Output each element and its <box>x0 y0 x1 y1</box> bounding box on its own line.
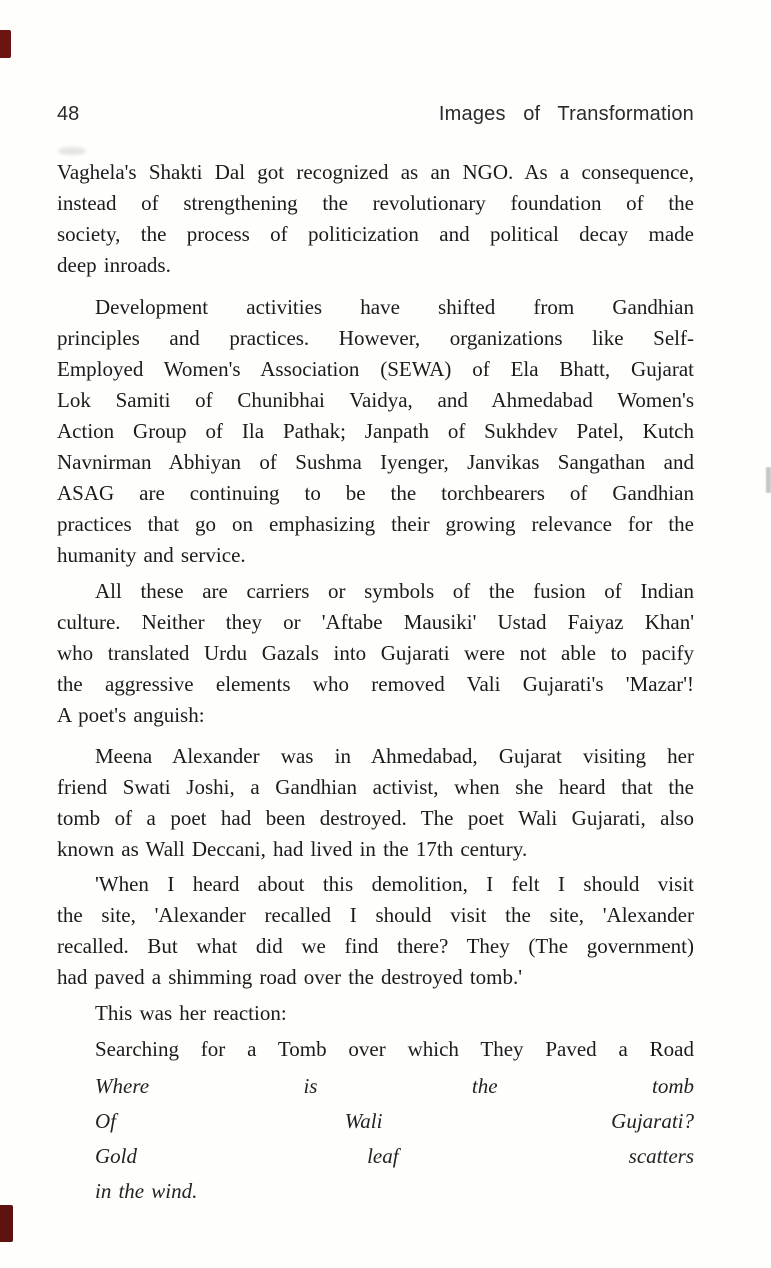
text-line: had paved a shimming road over the destroyed tomb.' <box>57 965 523 989</box>
poem-line: Gold leaf scatters <box>95 1144 694 1168</box>
text-line: Vaghela's Shakti Dal got recognized as an NGO. As a consequence, <box>57 160 694 184</box>
poem-stanza <box>57 1069 694 1209</box>
page-header <box>57 103 694 126</box>
poem-line: Where is the tomb <box>95 1074 694 1098</box>
text-line: A poet's anguish: <box>57 703 205 727</box>
paragraph-demolition-quote <box>57 869 694 993</box>
text-line: practices that go on emphasizing their growing relevance for the <box>57 512 694 536</box>
text-line: Development activities have shifted from Gandhian <box>95 295 694 319</box>
text-line: Lok Samiti of Chunibhai Vaidya, and Ahmedabad Women's <box>57 388 694 412</box>
paragraph-meena-alexander <box>57 741 694 865</box>
text-line: Navnirman Abhiyan of Sushma Iyenger, Janvikas Sangathan and <box>57 450 694 474</box>
text-line: deep inroads. <box>57 253 171 277</box>
text-line: This was her reaction: <box>95 1001 287 1025</box>
poem-line: in the wind. <box>95 1179 198 1203</box>
body-text <box>57 157 694 1209</box>
page-number: 48 <box>57 103 80 125</box>
text-line: tomb of a poet had been destroyed. The poet Wali Gujarati, also <box>57 806 694 830</box>
scan-mark-bottom-left <box>0 1205 13 1242</box>
text-line: Searching for a Tomb over which They Paved a Road <box>95 1037 694 1061</box>
poem-line: Of Wali Gujarati? <box>95 1109 694 1133</box>
running-title: Images of Transformation <box>438 103 694 125</box>
text-line: Meena Alexander was in Ahmedabad, Gujarat visiting her <box>95 744 694 768</box>
poem-title <box>57 1032 694 1067</box>
text-line: culture. Neither they or 'Aftabe Mausiki' Ustad Faiyaz Khan' <box>57 610 694 634</box>
line-reaction-intro <box>57 996 694 1031</box>
scan-mark-top-left <box>0 30 11 58</box>
scan-smudge <box>58 147 86 155</box>
paragraph-fusion-of-indian-culture <box>57 576 694 731</box>
text-line: principles and practices. However, organizations like Self- <box>57 326 694 350</box>
text-line: the aggressive elements who removed Vali Gujarati's 'Mazar'! <box>57 672 694 696</box>
scan-mark-right-edge <box>766 467 771 493</box>
paragraph-gandhian-organizations <box>57 292 694 571</box>
text-line: instead of strengthening the revolutionary foundation of the <box>57 191 694 215</box>
text-line: Action Group of Ila Pathak; Janpath of Sukhdev Patel, Kutch <box>57 419 694 443</box>
paragraph-ngo-recognition <box>57 157 694 281</box>
text-line: ASAG are continuing to be the torchbearers of Gandhian <box>57 481 694 505</box>
text-line: who translated Urdu Gazals into Gujarati were not able to pacify <box>57 641 694 665</box>
text-line: All these are carriers or symbols of the fusion of Indian <box>95 579 694 603</box>
text-line: humanity and service. <box>57 543 246 567</box>
text-line: known as Wall Deccani, had lived in the 17th century. <box>57 837 528 861</box>
text-line: society, the process of politicization and political decay made <box>57 222 694 246</box>
text-line: the site, 'Alexander recalled I should visit the site, 'Alexander <box>57 903 694 927</box>
text-line: recalled. But what did we find there? They (The government) <box>57 934 694 958</box>
text-line: Employed Women's Association (SEWA) of Ela Bhatt, Gujarat <box>57 357 694 381</box>
text-line: 'When I heard about this demolition, I felt I should visit <box>95 872 694 896</box>
text-line: friend Swati Joshi, a Gandhian activist, when she heard that the <box>57 775 694 799</box>
